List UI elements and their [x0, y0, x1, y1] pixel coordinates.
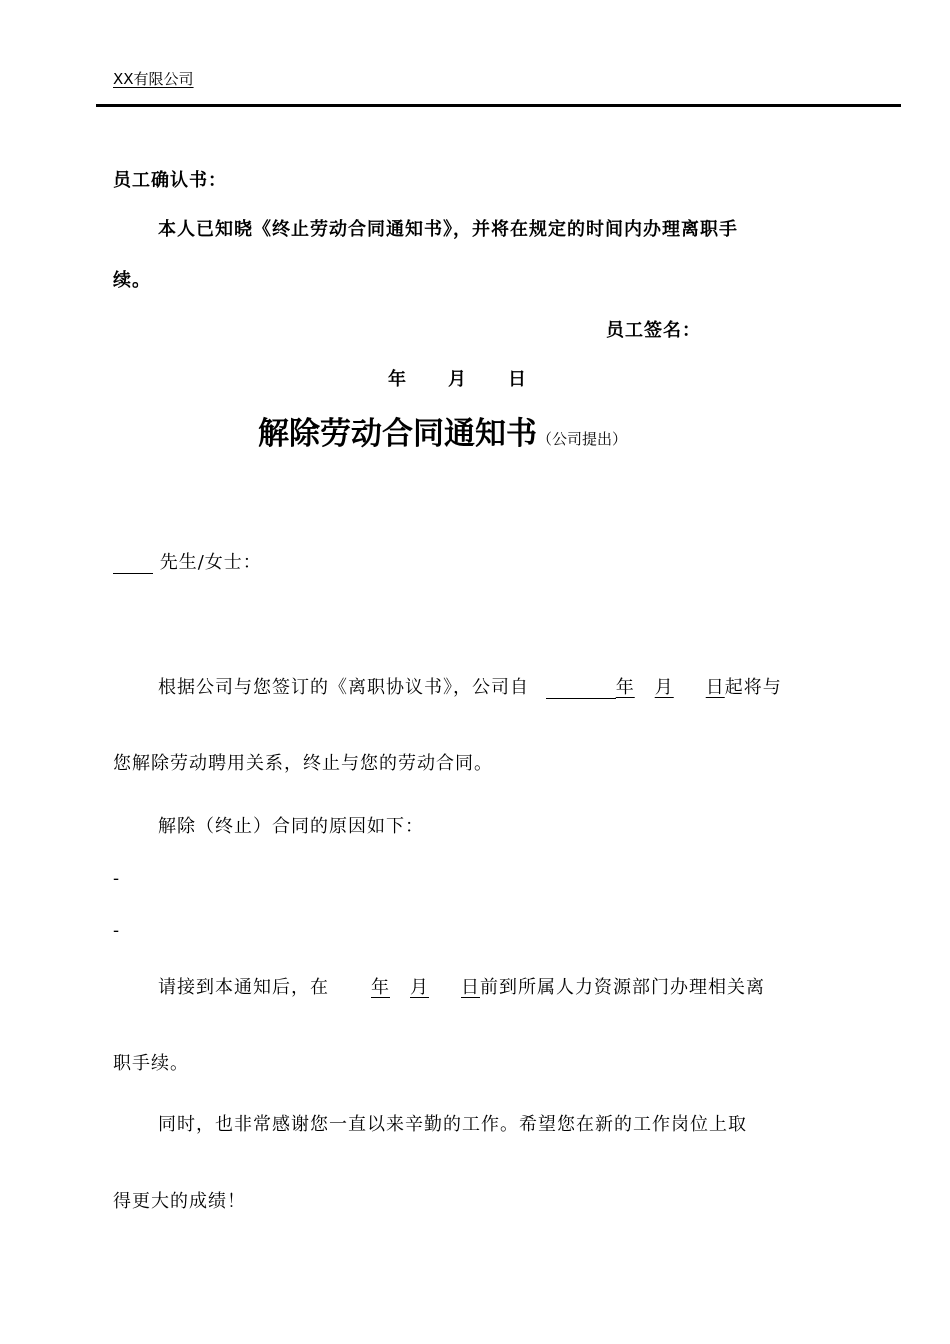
employee-name-blank — [113, 553, 153, 574]
para2-date-day: 日 — [461, 977, 480, 998]
para1-prefix: 根据公司与您签订的《离职协议书》，公司自 — [158, 677, 529, 698]
confirmation-body-line2: 续。 — [113, 270, 151, 291]
salutation-line — [113, 548, 262, 574]
header-company-name: XX有限公司 — [113, 70, 194, 88]
notice-title: 解除劳动合同通知书 — [258, 416, 537, 452]
confirmation-date-month: 月 — [448, 369, 467, 390]
reason-item-2: - — [113, 920, 121, 941]
confirmation-date-year: 年 — [388, 369, 407, 390]
reason-item-1: - — [113, 868, 121, 889]
salutation: 先生/女士： — [159, 552, 262, 573]
notice-subtitle: （公司提出） — [537, 430, 628, 448]
reasons-label: 解除（终止）合同的原因如下： — [158, 816, 424, 837]
para1-date-month: 月 — [654, 677, 674, 698]
para3-line1: 同时，也非常感谢您一直以来辛勤的工作。希望您在新的工作岗位上取 — [158, 1114, 747, 1135]
para1-line2: 您解除劳动聘用关系，终止与您的劳动合同。 — [113, 753, 493, 774]
para1-line1 — [158, 673, 782, 699]
para2-suffix: 前到所属人力资源部门办理相关离 — [480, 977, 765, 998]
employee-signature-label: 员工签名： — [606, 320, 701, 341]
notice-title-block — [258, 408, 627, 453]
para1-date-day: 日 — [705, 677, 725, 698]
para1-date-blank — [546, 678, 616, 699]
para1-suffix: 起将与 — [724, 677, 782, 698]
confirmation-heading: 员工确认书： — [113, 170, 227, 191]
header-divider — [96, 104, 901, 107]
para2-line2: 职手续。 — [113, 1053, 189, 1074]
confirmation-body-line1: 本人已知晓《终止劳动合同通知书》，并将在规定的时间内办理离职手 — [158, 219, 738, 240]
confirmation-date-day: 日 — [508, 369, 527, 390]
para2-line1 — [158, 973, 765, 999]
para2-date-month: 月 — [410, 977, 429, 998]
para3-line2: 得更大的成绩！ — [113, 1191, 246, 1212]
para2-prefix: 请接到本通知后，在 — [158, 977, 329, 998]
para2-date-year: 年 — [371, 977, 390, 998]
para1-date-year: 年 — [615, 677, 635, 698]
